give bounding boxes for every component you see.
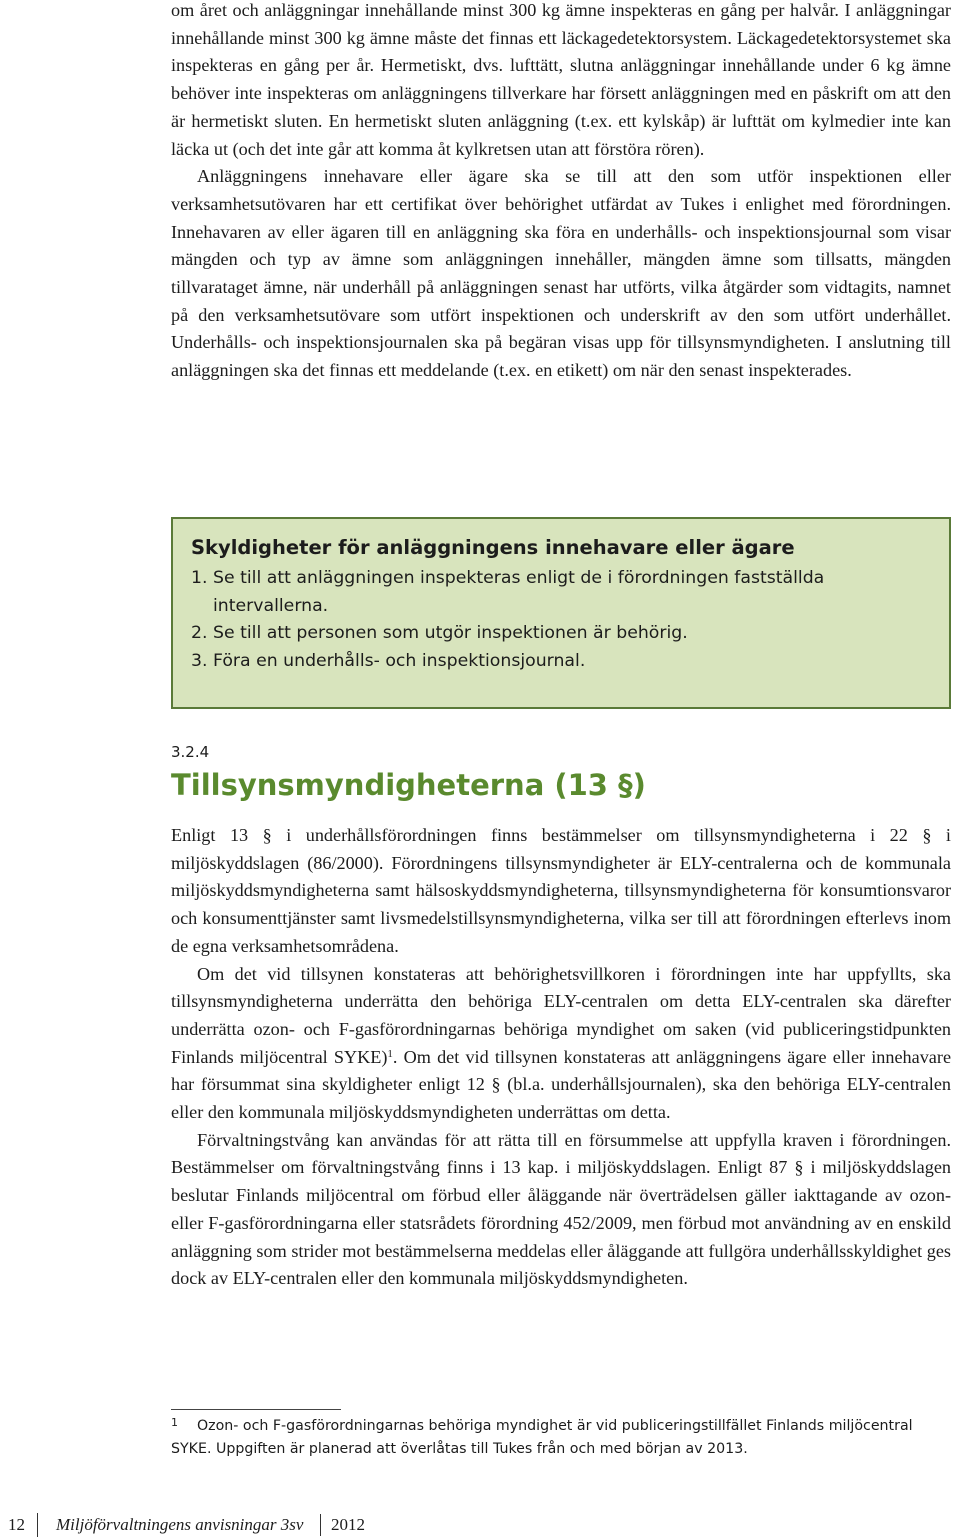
publication-title: Miljöförvaltningens anvisningar 3sv <box>56 1515 304 1534</box>
list-item <box>191 620 931 648</box>
section-number: 3.2.4 <box>171 743 210 761</box>
section-body <box>171 822 951 1293</box>
footnote-text: Ozon- och F-gasförordningarnas behöriga myndighet är vid publiceringstillfället Finlands miljöcentral SYKE. Uppgiften är planerad att överlåtas till Tukes från och med början av 2013. <box>171 1418 913 1457</box>
body-paragraph-3: Förvaltningstvång kan användas för att rätta till en försummelse att uppfylla kraven i förordningen. Bestämmelser om förvaltningstvång finns i 13 kap. i miljöskyddslagen. Enligt 87 § i miljöskyddslagen beslutar Finlands miljöcentral om förbud eller åläggande när överträdelsen gäller iakttagande av ozon- eller F-gasförordningarna eller statsrådets förordning 452/2009, men förbud mot användning av en enskild anläggning som strider mot bestämmelserna meddelas eller åläggande att fullgöra underhållsskyldighet ges dock av ELY-centralen eller den kommunala miljöskyddsmyndigheten. <box>171 1129 951 1289</box>
body-paragraph-1: Enligt 13 § i underhållsförordningen finns bestämmelser om tillsynsmyndigheterna i 22 § i miljöskyddslagen (86/2000). Förordningens tillsynsmyndigheter är ELY-centralerna och de kommunala miljöskyddsmyndigheterna samt hälsoskyddsmyndigheterna, tillsynsmyndigheterna för konsumtionsvaror och konsumenttjänster samt livsmedelstillsynsmyndigheterna, vilka ser till att förordningen efterlevs inom de egna verksamhetsområdena. <box>171 825 951 956</box>
footer-divider <box>37 1513 38 1537</box>
list-item-text: Se till att personen som utgör inspektionen är behörig. <box>213 623 688 643</box>
intro-text <box>171 0 951 385</box>
obligations-title: Skyldigheter för anläggningens innehavare eller ägare <box>191 536 795 559</box>
body-paragraph-2-part-2: . Om det vid tillsynen konstateras att anläggningens ägare eller innehavare har försummat sina skyldigheter enligt 12 § (bl.a. underhållsjournalen), ska den behöriga ELY-centralen eller den kommunala miljöskyddsmyndigheten underrättas om detta. <box>171 1046 952 1123</box>
list-item-number: 3. <box>191 650 208 671</box>
list-item <box>191 648 931 676</box>
footnote-reference[interactable]: 1 <box>387 1047 393 1060</box>
list-item <box>191 565 931 620</box>
obligations-box <box>171 517 951 709</box>
footnote: 1 Ozon- och F-gasförordningarnas behöriga myndighet är vid publiceringstillfället Finlands miljöcentral SYKE. Uppgiften är planerad att överlåtas till Tukes från och med början av 2013. <box>171 1416 913 1457</box>
list-item-text: Se till att anläggningen inspekteras enligt de i förordningen fastställda intervallerna. <box>213 568 825 616</box>
body-paragraph-2-part-1: Om det vid tillsynen konstateras att behörighetsvillkoren i förordningen inte har uppfyllts, ska tillsynsmyndigheterna underrätta den behöriga ELY-centralen om detta ELY-centralen ska därefter underrätta ozon- och F-gasförordningarnas behöriga myndighet om saken (vid publiceringstidpunkten Finlands miljöcentral SYKE) <box>171 963 951 1067</box>
list-item-number: 1. <box>191 568 208 588</box>
page-footer <box>0 1513 960 1537</box>
intro-paragraph-1: om året och anläggningar innehållande minst 300 kg ämne inspekteras en gång per halvår. I anläggningar innehållande minst 300 kg ämne måste det finnas ett läckagedetektorsystem. Läckagedetektorsystemet ska inspekteras en gång per år. Hermetiskt, dvs. lufttätt, slutna anläggningar innehållande under 6 kg ämne behöver inte inspekteras om anläggningens tillverkare har försett anläggningen med en påskrift om att den är hermetiskt sluten. En hermetiskt sluten anläggning (t.ex. ett kylskåp) är lufttät om kylmedier inte kan läcka ut (och det inte går att komma åt kylkretsen utan att förstöra rören). <box>171 0 951 159</box>
publication-year: 2012 <box>331 1515 365 1534</box>
body-paragraph-2 <box>171 961 951 1127</box>
footer-divider <box>320 1514 321 1536</box>
footnote-divider <box>171 1409 341 1410</box>
obligations-list <box>191 565 931 675</box>
list-item-number: 2. <box>191 623 208 643</box>
list-item-text: Föra en underhålls- och inspektionsjournal. <box>213 650 586 671</box>
section-title: Tillsynsmyndigheterna (13 §) <box>171 768 646 802</box>
page-number: 12 <box>8 1515 25 1534</box>
intro-paragraph-2: Anläggningens innehavare eller ägare ska se till att den som utför inspektionen eller verksamhetsutövaren har ett certifikat över behörighet utfärdat av Tukes i enlighet med förordningen. Innehavaren av eller ägaren till en anläggning ska föra en underhålls- och inspektionsjournal som visar mängden och typ av ämne som anläggningen innehåller, mängden ämne som tillsatts, mängden tillvarataget ämne, när underhåll på anläggningen senast har utförts, vilka åtgärder som vidtagits, namnet på den verksamhetsutövare som utfört inspektionen och underskrift av den som utfört underhållet. Underhålls- och inspektionsjournalen ska på begäran visas upp för tillsynsmyndigheten. I anslutning till anläggningen ska det finnas ett meddelande (t.ex. en etikett) om när den senast inspekterades. <box>171 166 951 381</box>
